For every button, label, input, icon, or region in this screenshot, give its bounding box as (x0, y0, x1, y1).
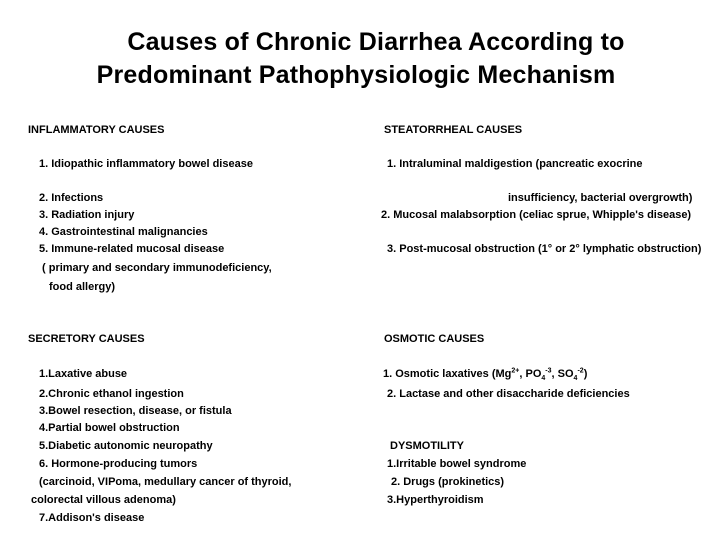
steatorrheal-item: 3. Post-mucosal obstruction (1° or 2° lymphatic obstruction) (387, 243, 702, 255)
inflammatory-heading: INFLAMMATORY CAUSES (28, 124, 165, 136)
laxatives-text: , PO (519, 368, 542, 380)
dysmotility-item: 2. Drugs (prokinetics) (391, 476, 505, 488)
osmotic-heading: OSMOTIC CAUSES (384, 333, 485, 345)
po-charge: -3 (545, 367, 552, 375)
laxatives-text: , SO (551, 368, 574, 380)
dysmotility-heading: DYSMOTILITY (390, 440, 464, 452)
mg-charge: 2+ (511, 367, 520, 375)
secretory-item: 3.Bowel resection, disease, or fistula (39, 405, 232, 417)
secretory-item: colorectal villous adenoma) (31, 494, 176, 506)
secretory-item: 5.Diabetic autonomic neuropathy (39, 440, 213, 452)
steatorrheal-heading: STEATORRHEAL CAUSES (384, 124, 523, 136)
inflammatory-item: 5. Immune-related mucosal disease (39, 243, 225, 255)
osmotic-laxatives-item (383, 368, 587, 381)
steatorrheal-item: 1. Intraluminal maldigestion (pancreatic exocrine (387, 158, 643, 170)
secretory-item: 6. Hormone-producing tumors (39, 458, 198, 470)
so-charge: -2 (577, 367, 584, 375)
dysmotility-item: 3.Hyperthyroidism (387, 494, 484, 506)
steatorrheal-item: insufficiency, bacterial overgrowth) (508, 192, 693, 204)
secretory-item: 7.Addison's disease (39, 512, 145, 524)
dysmotility-item: 1.Irritable bowel syndrome (387, 458, 527, 470)
laxatives-text: ) (583, 368, 588, 380)
secretory-item: 4.Partial bowel obstruction (39, 422, 180, 434)
secretory-item: 1.Laxative abuse (39, 368, 128, 380)
so-subscript: 4 (573, 375, 578, 383)
slide-title-line-2: Predominant Pathophysiologic Mechanism (96, 61, 616, 89)
osmotic-item: 2. Lactase and other disaccharide deficiencies (387, 388, 630, 400)
po-subscript: 4 (541, 375, 546, 383)
secretory-item: (carcinoid, VIPoma, medullary cancer of thyroid, (39, 476, 292, 488)
inflammatory-item: 2. Infections (39, 192, 104, 204)
inflammatory-item: food allergy) (49, 281, 116, 293)
inflammatory-item: ( primary and secondary immunodeficiency, (42, 262, 272, 274)
secretory-item: 2.Chronic ethanol ingestion (39, 388, 184, 400)
inflammatory-item: 3. Radiation injury (39, 209, 135, 221)
laxatives-text: 1. Osmotic laxatives (Mg (383, 368, 512, 380)
inflammatory-item: 4. Gastrointestinal malignancies (39, 226, 208, 238)
steatorrheal-item: 2. Mucosal malabsorption (celiac sprue, Whipple's disease) (381, 209, 692, 221)
slide-title-line-1: Causes of Chronic Diarrhea According to (127, 28, 625, 56)
inflammatory-item: 1. Idiopathic inflammatory bowel disease (39, 158, 253, 170)
secretory-heading: SECRETORY CAUSES (28, 333, 145, 345)
